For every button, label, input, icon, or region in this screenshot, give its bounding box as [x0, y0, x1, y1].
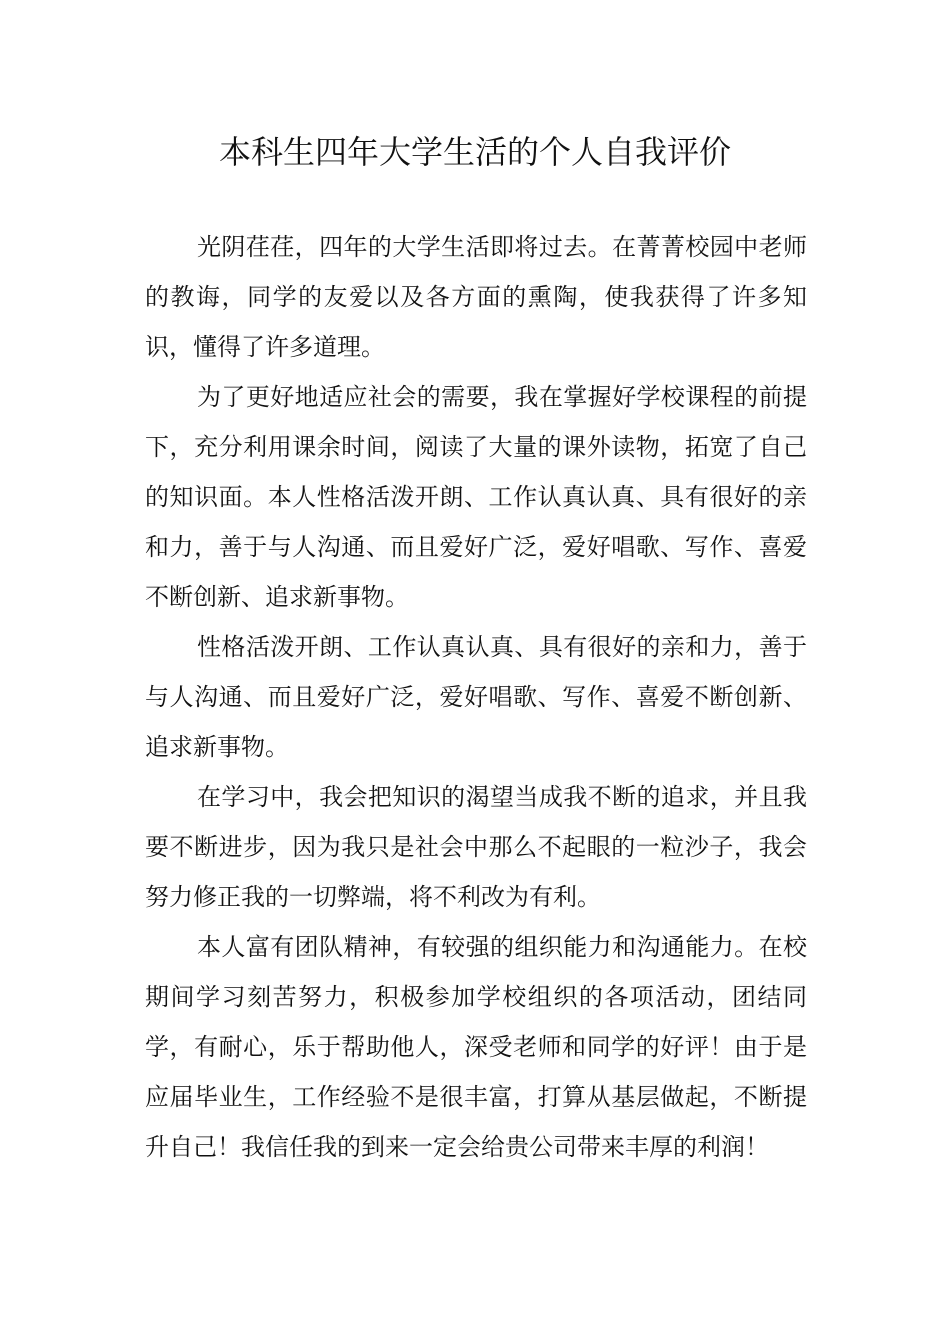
paragraph-5: 本人富有团队精神，有较强的组织能力和沟通能力。在校期间学习刻苦努力，积极参加学校组织的各项活动，团结同学，有耐心，乐于帮助他人，深受老师和同学的好评！由于是应届毕业生，工作经验不是很丰富，打算从基层做起，不断提升自己！我信任我的到来一定会给贵公司带来丰厚的利润！: [145, 933, 807, 1161]
paragraph-2: 为了更好地适应社会的需要，我在掌握好学校课程的前提下，充分利用课余时间，阅读了大量的课外读物，拓宽了自己的知识面。本人性格活泼开朗、工作认真认真、具有很好的亲和力，善于与人沟通、而且爱好广泛，爱好唱歌、写作、喜爱不断创新、追求新事物。: [145, 383, 807, 611]
document-body: [145, 222, 807, 1172]
document-title: 本科生四年大学生活的个人自我评价: [218, 133, 731, 171]
paragraph-3: 性格活泼开朗、工作认真认真、具有很好的亲和力，善于与人沟通、而且爱好广泛，爱好唱歌、写作、喜爱不断创新、追求新事物。: [145, 633, 807, 761]
paragraph-4: 在学习中，我会把知识的渴望当成我不断的追求，并且我要不断进步，因为我只是社会中那么不起眼的一粒沙子，我会努力修正我的一切弊端，将不利改为有利。: [145, 783, 807, 911]
paragraph-1: 光阴荏荏，四年的大学生活即将过去。在菁菁校园中老师的教诲，同学的友爱以及各方面的熏陶，使我获得了许多知识，懂得了许多道理。: [145, 233, 807, 361]
